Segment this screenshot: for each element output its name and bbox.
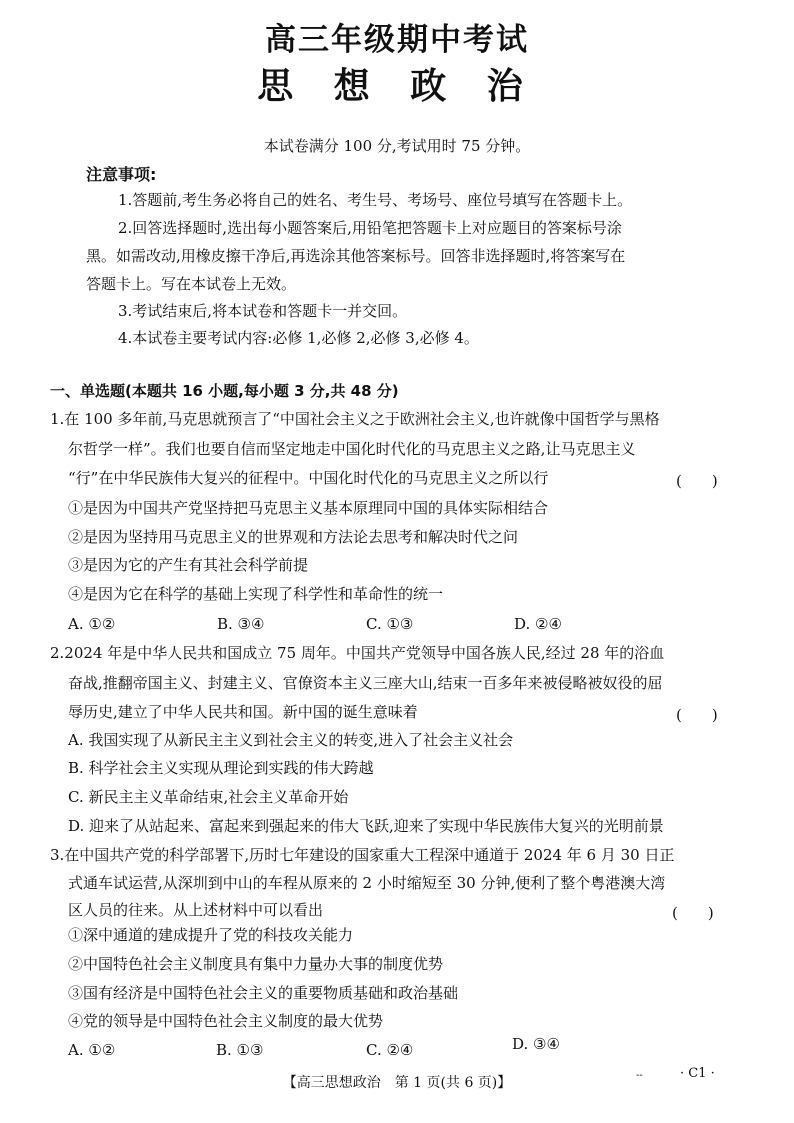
q2-stem-line: 辱历史,建立了中华人民共和国。新中国的诞生意味着: [68, 703, 418, 721]
q1-item: ①是因为中国共产党坚持把马克思主义基本原理同中国的具体实际相结合: [68, 499, 549, 517]
q3-option-b: B. ①③: [216, 1041, 264, 1059]
q2-stem-line: 奋战,推翻帝国主义、封建主义、官僚资本主义三座大山,结束一百多年来被侵略被奴役的屈: [68, 674, 663, 692]
footer-code-mark: · C1 ·: [680, 1066, 715, 1081]
q1-item: ④是因为它在科学的基础上实现了科学性和革命性的统一: [68, 585, 444, 603]
q2-option-b: B. 科学社会主义实现从理论到实践的伟大跨越: [68, 759, 374, 777]
q2-stem-line: 2.2024 年是中华人民共和国成立 75 周年。中国共产党领导中国各族人民,经过 28 年的浴血: [50, 644, 665, 662]
q3-stem-line: 3.在中国共产党的科学部署下,历时七年建设的国家重大工程深中通道于 2024 年 6 月 30 日正: [50, 846, 675, 864]
q3-item: ②中国特色社会主义制度具有集中力量办大事的制度优势: [68, 955, 444, 973]
q2-option-d: D. 迎来了从站起来、富起来到强起来的伟大飞跃,迎来了实现中华民族伟大复兴的光明前景: [68, 817, 664, 835]
notice-heading: 注意事项:: [86, 165, 157, 184]
q2-answer-paren: ( ): [676, 706, 718, 724]
q3-answer-paren: ( ): [672, 904, 714, 922]
q3-item: ④党的领导是中国特色社会主义制度的最大优势: [68, 1012, 384, 1030]
subject-title: 思 想 政 治: [257, 66, 537, 107]
q3-item: ①深中通道的建成提升了党的科技攻关能力: [68, 926, 354, 944]
page-footer: 【高三思想政治 第 1 页(共 6 页)】: [282, 1075, 512, 1091]
q1-answer-paren: ( ): [676, 472, 718, 490]
q1-item: ②是因为坚持用马克思主义的世界观和方法论去思考和解决时代之问: [68, 528, 519, 546]
q2-option-c: C. 新民主主义革命结束,社会主义革命开始: [68, 788, 349, 806]
notice-line: 4.本试卷主要考试内容:必修 1,必修 2,必修 3,必修 4。: [118, 329, 479, 347]
q1-option-b: B. ③④: [217, 615, 265, 633]
footer-dash: --: [636, 1070, 643, 1081]
exam-intro: 本试卷满分 100 分,考试用时 75 分钟。: [263, 137, 531, 155]
q1-stem-line: “行”在中华民族伟大复兴的征程中。中国化时代化的马克思主义之所以行: [68, 469, 549, 487]
q3-option-c: C. ②④: [366, 1041, 414, 1059]
q1-stem-line: 1.在 100 多年前,马克思就预言了“中国社会主义之于欧洲社会主义,也许就像中国哲学与黑格: [50, 410, 660, 428]
notice-line: 3.考试结束后,将本试卷和答题卡一并交回。: [118, 302, 408, 320]
q1-item: ③是因为它的产生有其社会科学前提: [68, 556, 309, 574]
notice-line: 答题卡上。写在本试卷上无效。: [86, 275, 297, 293]
q3-item: ③国有经济是中国特色社会主义的重要物质基础和政治基础: [68, 984, 459, 1002]
q1-option-a: A. ①②: [68, 615, 116, 633]
q3-stem-line: 式通车试运营,从深圳到中山的车程从原来的 2 小时缩短至 30 分钟,便利了整个粤港澳大湾: [68, 874, 666, 892]
q3-option-a: A. ①②: [68, 1041, 116, 1059]
q3-option-d: D. ③④: [512, 1035, 560, 1053]
exam-title: 高三年级期中考试: [265, 22, 529, 58]
q1-option-c: C. ①③: [366, 615, 414, 633]
q3-stem-line: 区人员的往来。从上述材料中可以看出: [68, 901, 324, 919]
q1-stem-line: 尔哲学一样”。我们也要自信而坚定地走中国化时代化的马克思主义之路,让马克思主义: [68, 440, 636, 458]
section-heading: 一、单选题(本题共 16 小题,每小题 3 分,共 48 分): [50, 382, 399, 400]
notice-line: 黑。如需改动,用橡皮擦干净后,再选涂其他答案标号。回答非选择题时,将答案写在: [86, 247, 626, 265]
notice-line: 1.答题前,考生务必将自己的姓名、考生号、考场号、座位号填写在答题卡上。: [118, 191, 633, 209]
notice-line: 2.回答选择题时,选出每小题答案后,用铅笔把答题卡上对应题目的答案标号涂: [118, 219, 622, 237]
q2-option-a: A. 我国实现了从新民主主义到社会主义的转变,进入了社会主义社会: [68, 731, 514, 749]
q1-option-d: D. ②④: [514, 615, 562, 633]
